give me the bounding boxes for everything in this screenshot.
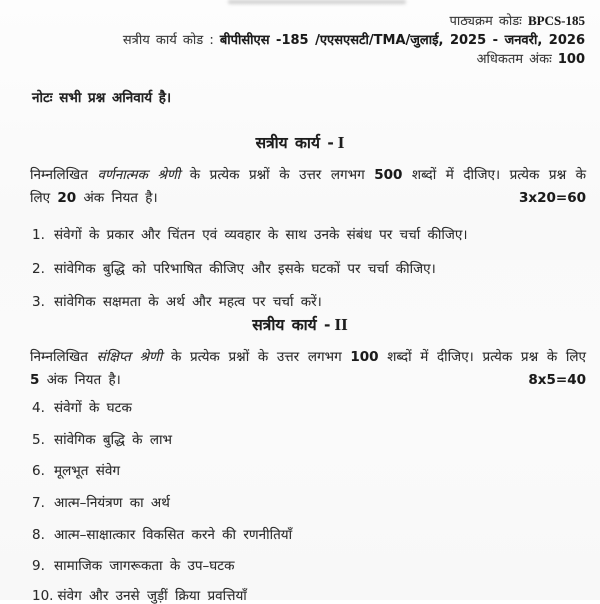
question-text: संवेगों के घटक: [54, 400, 132, 416]
max-marks-label: अधिकतम अंकः: [476, 52, 558, 67]
section1-roman-numeral: I: [337, 133, 345, 152]
instr-text: अंक नियत है।: [39, 372, 121, 388]
marks-per-question: 5: [30, 372, 40, 388]
question-text: सांवेगिक बुद्धि को परिभाषित कीजिए और इसके घटकों पर चर्चा कीजिए।: [54, 261, 436, 277]
max-marks-line: [0, 50, 585, 69]
question-item: [32, 292, 588, 310]
max-marks-value: 100: [557, 52, 585, 67]
note-line: नोटः सभी प्रश्न अनिवार्य है।: [32, 90, 172, 106]
section2-title: [0, 313, 600, 335]
course-code-value: BPCS-185: [527, 13, 585, 28]
section2-instructions: [30, 346, 586, 392]
question-item: [32, 225, 588, 243]
section1-instruction-line2: [30, 187, 586, 210]
assignment-code-line: [0, 31, 585, 50]
assignment-code-label: सत्रीय कार्य कोड :: [122, 33, 220, 48]
question-item: [32, 398, 588, 416]
marks-scheme-section2: 8x5=40: [528, 372, 586, 388]
section1-instructions: [30, 164, 586, 210]
section1-title: [0, 131, 600, 153]
question-text: संवेग और उनसे जुड़ीं क्रिया प्रवत्तियाँ: [57, 588, 247, 604]
word-limit: 100: [350, 349, 379, 365]
question-text: सांवेगिक सक्षमता के अर्थ और महत्व पर चर्चा करें।: [54, 294, 322, 310]
section2-instruction-line1: [30, 346, 586, 369]
question-item: [32, 586, 588, 604]
question-number: 1.: [32, 227, 45, 243]
question-number: 6.: [32, 463, 45, 479]
question-number: 3.: [32, 294, 45, 310]
category-name-italic: वर्णनात्मक श्रेणी: [97, 167, 181, 183]
question-text: आत्म–साक्षात्कार विकसित करने की रणनीतियाँ: [54, 527, 293, 543]
question-number: 2.: [32, 261, 45, 277]
course-code-line: [0, 11, 585, 31]
question-text: सांवेगिक बुद्धि के लाभ: [54, 432, 172, 448]
section2-instruction-line2: [30, 369, 586, 392]
section1-title-text: सत्रीय कार्य -: [255, 134, 334, 152]
question-text: संवेगों के प्रकार और चिंतन एवं व्यवहार के साथ उनके संबंध पर चर्चा कीजिए।: [54, 227, 468, 243]
question-number: 4.: [32, 400, 45, 416]
cropped-title-remnant: [228, 0, 406, 4]
question-item: [32, 556, 588, 574]
question-number: 8.: [32, 527, 45, 543]
question-text: सामाजिक जागरूकता के उप–घटक: [54, 558, 235, 574]
question-text: मूलभूत संवेग: [54, 463, 120, 479]
question-item: [32, 525, 588, 543]
question-item: [32, 259, 588, 277]
question-text: आत्म–नियंत्रण का अर्थ: [54, 495, 170, 511]
header-block: [0, 11, 585, 69]
word-limit: 500: [374, 167, 403, 183]
course-code-label: पाठ्यक्रम कोडः: [449, 14, 528, 29]
section2-title-text: सत्रीय कार्य -: [252, 316, 331, 334]
instr-text: के प्रत्येक प्रश्नों के उत्तर लगभग: [180, 167, 375, 183]
instr-text: शब्दों में दीजिए। प्रत्येक प्रश्न के लिए: [378, 349, 586, 365]
question-number: 10.: [32, 588, 54, 604]
question-item: [32, 461, 588, 479]
instr-text: शब्दों में दीजिए। प्रत्येक प्रश्न के: [402, 167, 586, 183]
question-item: [32, 493, 588, 511]
question-number: 5.: [32, 432, 45, 448]
section1-instruction-line1: [30, 164, 586, 187]
instr-text: अंक नियत है।: [76, 190, 158, 206]
instr-text: निम्नलिखित: [30, 167, 98, 183]
instr-text: [30, 369, 121, 392]
section2-roman-numeral: II: [334, 315, 348, 334]
marks-scheme-section1: 3x20=60: [519, 190, 586, 206]
instr-text: [30, 187, 158, 210]
instr-text: के प्रत्येक प्रश्नों के उत्तर लगभग: [162, 349, 351, 365]
instr-text: लिए: [30, 190, 58, 206]
instr-text: निम्नलिखित: [30, 349, 97, 365]
category-name-italic: संक्षिप्त श्रेणी: [96, 349, 163, 365]
marks-per-question: 20: [57, 190, 77, 206]
question-item: [32, 430, 588, 448]
assignment-code-value: बीपीसीएस -185 /एएसएसटी/TMA/जुलाई, 2025 - जनवरी, 2026: [219, 33, 585, 48]
question-number: 9.: [32, 558, 45, 574]
question-number: 7.: [32, 495, 45, 511]
